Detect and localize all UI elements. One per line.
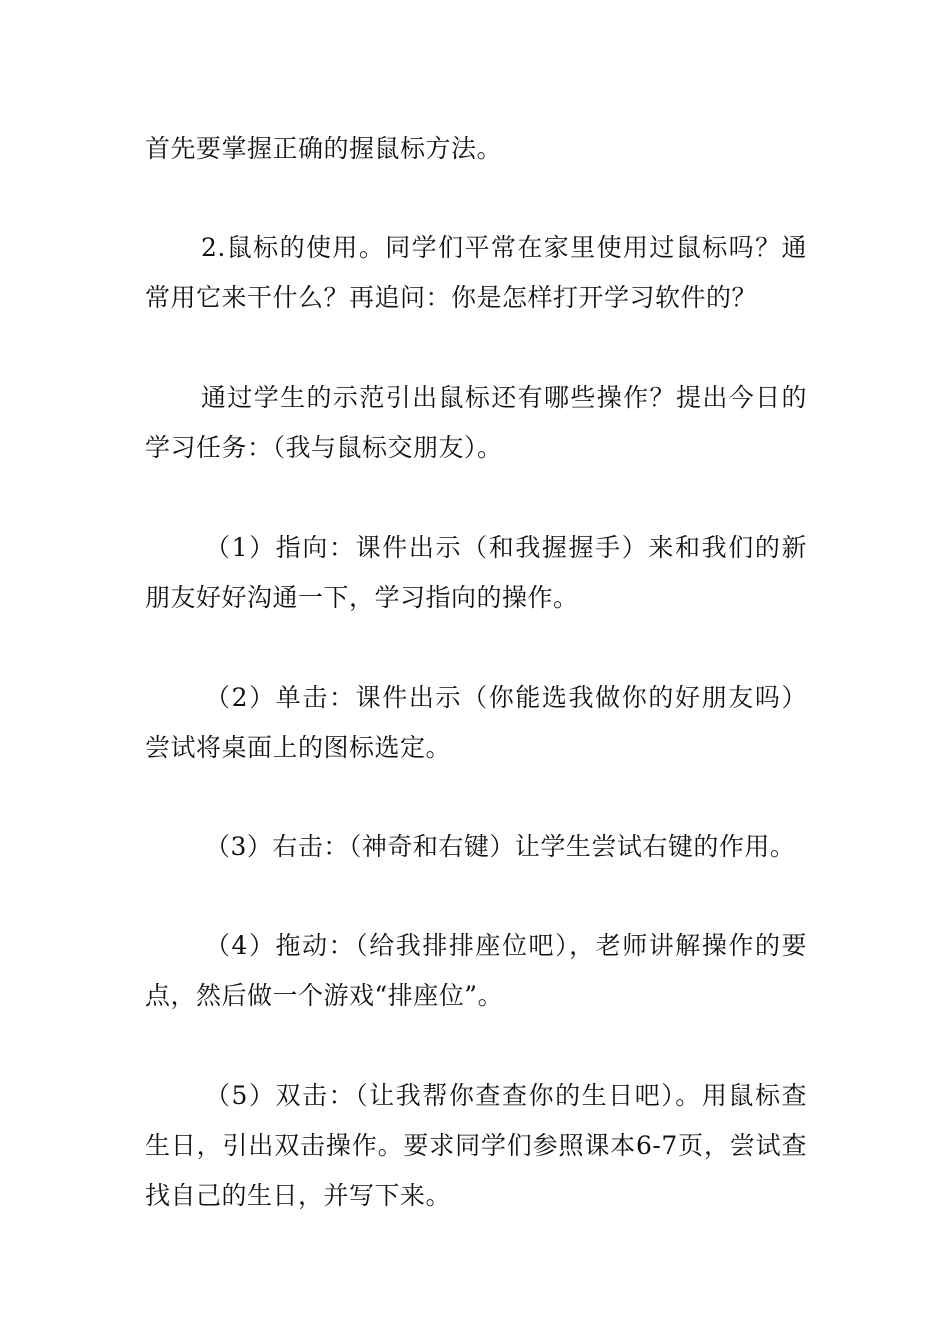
paragraph-learning-task: 通过学生的示范引出鼠标还有哪些操作？提出今日的学习任务：（我与鼠标交朋友）。 [145, 383, 807, 462]
paragraph-dragging: （4）拖动：（给我排排座位吧），老师讲解操作的要点，然后做一个游戏“排座位”。 [145, 931, 807, 1010]
paragraph-mouse-usage: 2.鼠标的使用。同学们平常在家里使用过鼠标吗？通常用它来干什么？再追问：你是怎样打开学习软件的？ [145, 233, 807, 312]
paragraph-mouse-grip: 首先要掌握正确的握鼠标方法。 [145, 134, 503, 163]
paragraph-right-click: （3）右击：（神奇和右键）让学生尝试右键的作用。 [205, 832, 796, 861]
paragraph-pointing: （1）指向：课件出示（和我握握手）来和我们的新朋友好好沟通一下，学习指向的操作。 [145, 533, 807, 612]
paragraph-double-click: （5）双击：（让我帮你查查你的生日吧）。用鼠标查生日，引出双击操作。要求同学们参照课本6-7页，尝试查找自己的生日，并写下来。 [145, 1081, 807, 1210]
paragraph-single-click: （2）单击：课件出示（你能选我做你的好朋友吗）尝试将桌面上的图标选定。 [145, 683, 807, 762]
